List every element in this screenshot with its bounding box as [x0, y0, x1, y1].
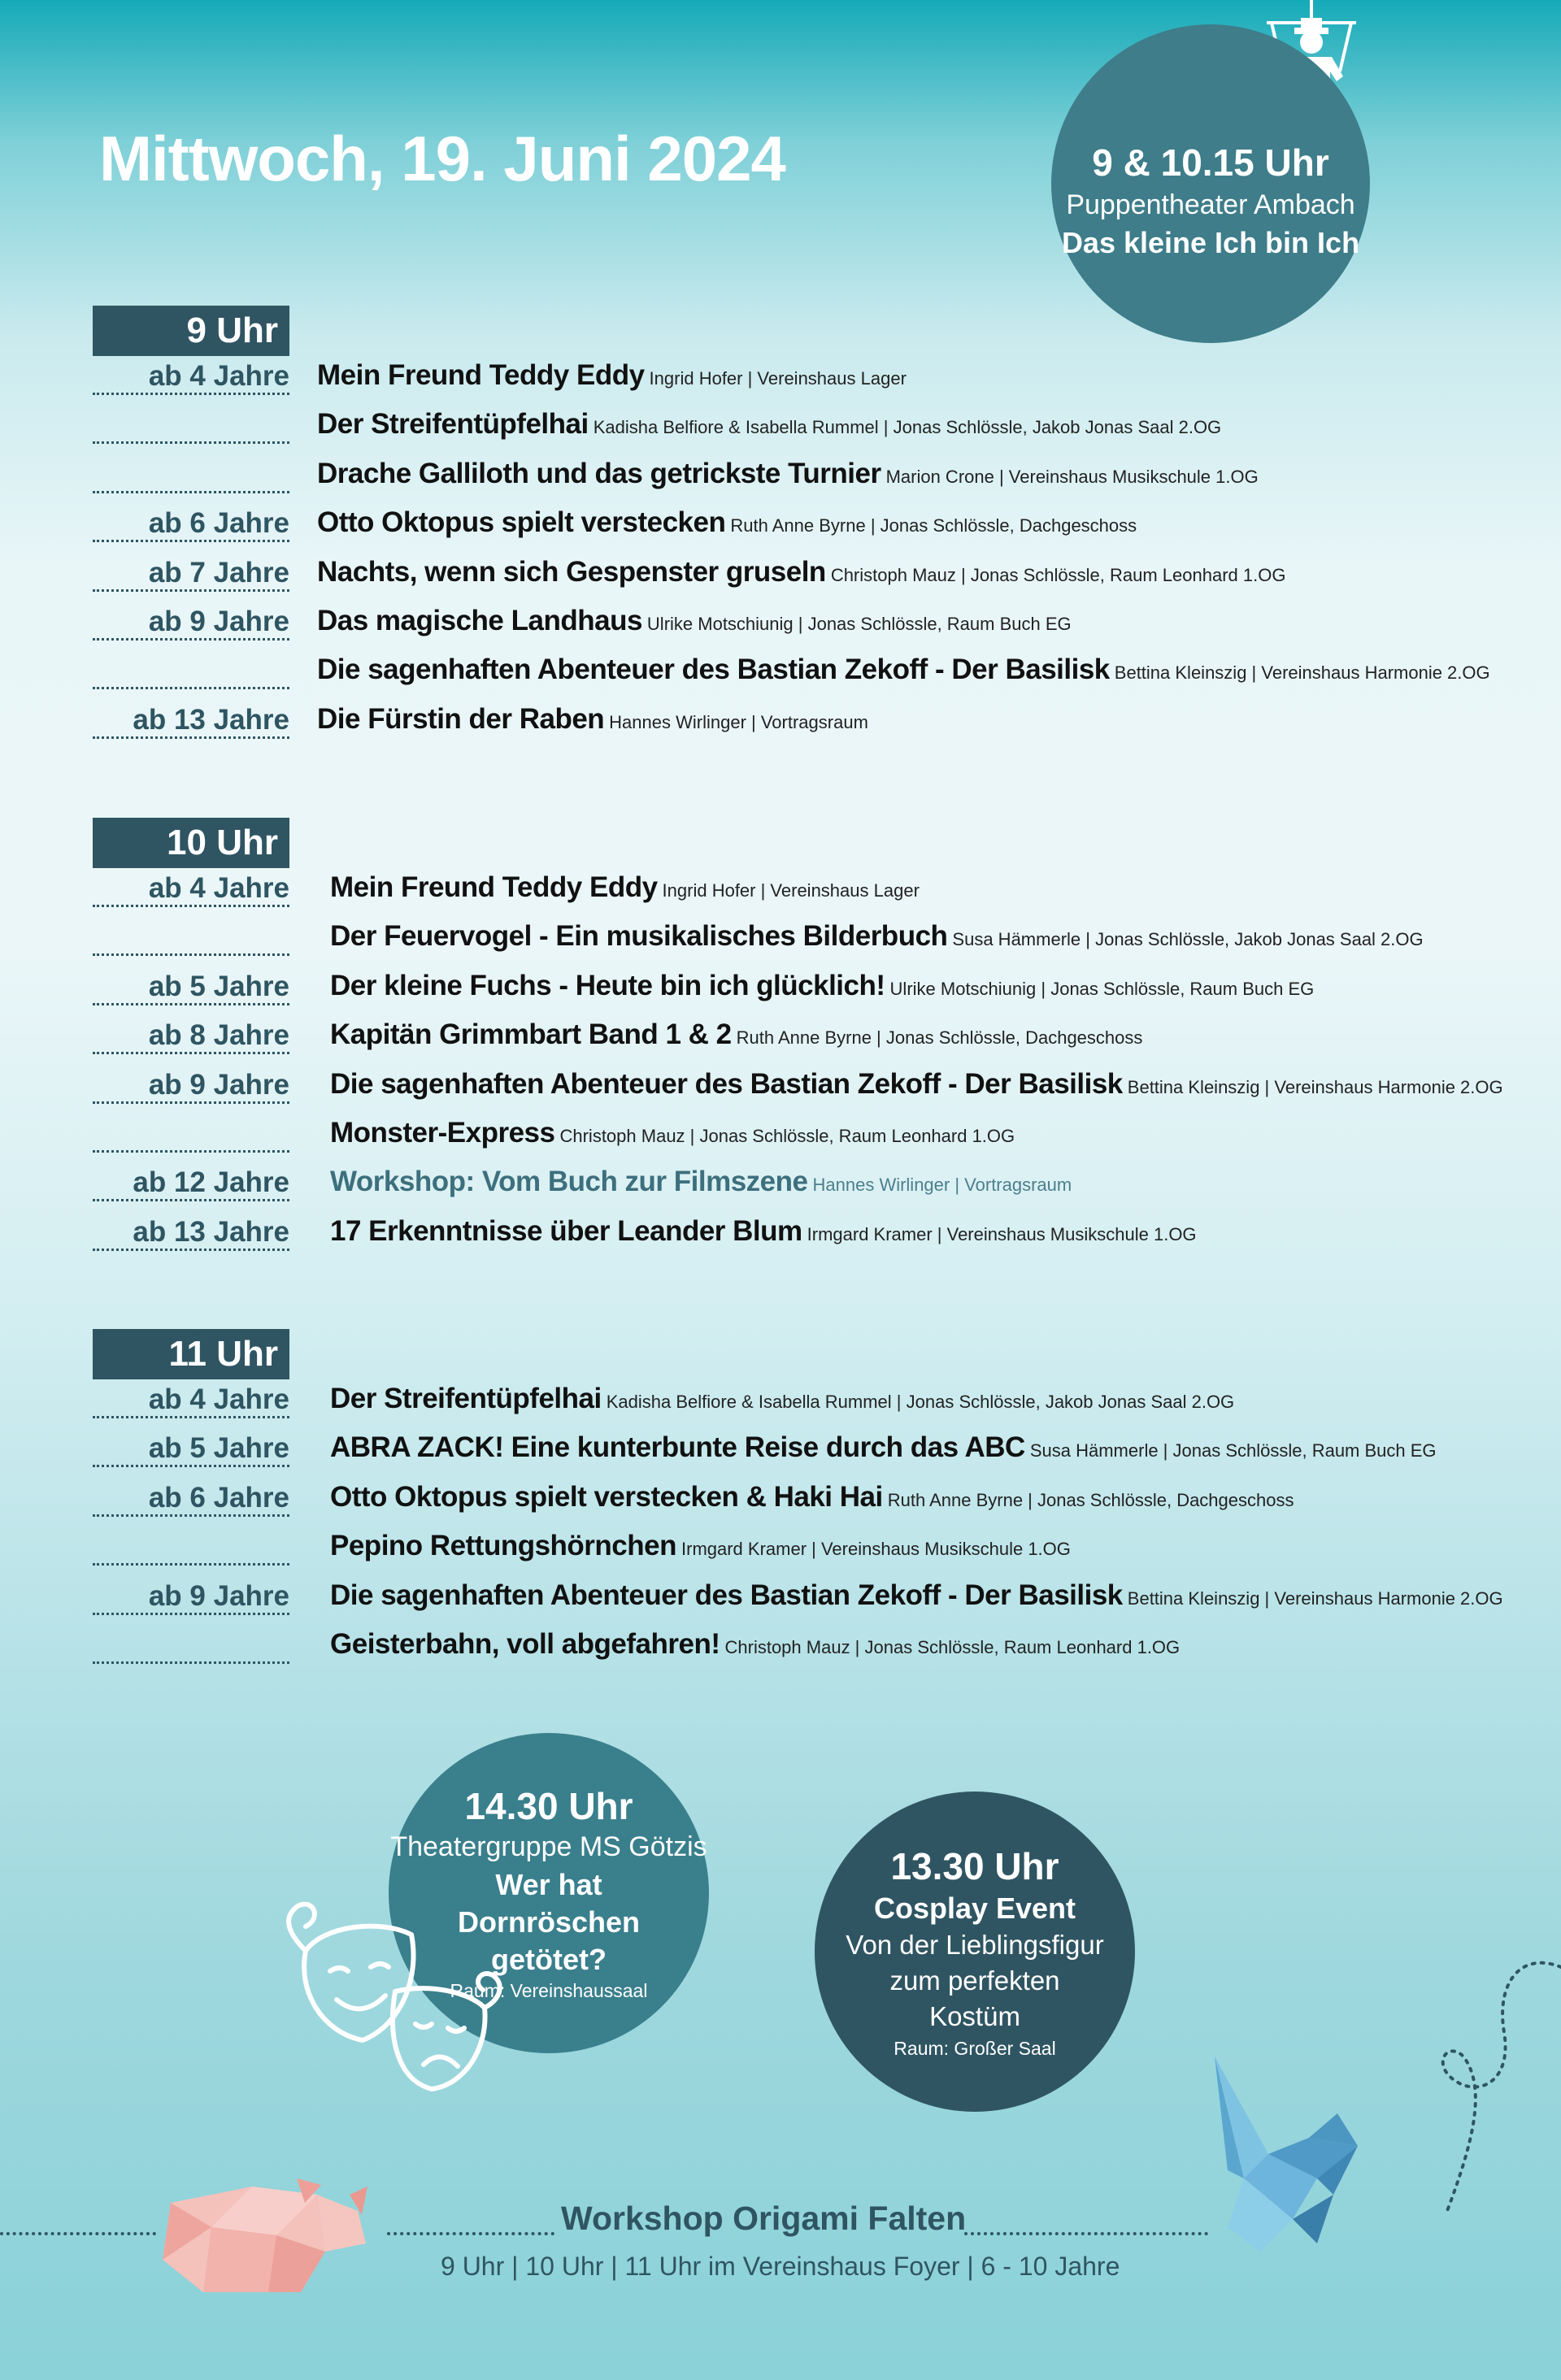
event-title: Die sagenhaften Abenteuer des Bastian Zekoff - Der Basilisk: [330, 1579, 1123, 1611]
theater-event-title: Wer hat Dornröschen getötet?: [457, 1868, 641, 1976]
schedule-row: [93, 1212, 1197, 1261]
cosplay-event-time: 13.30 Uhr: [890, 1844, 1059, 1887]
schedule-row: [93, 1114, 1015, 1162]
event-title: Kapitän Grimmbart Band 1 & 2: [330, 1018, 732, 1051]
schedule-row: [93, 1478, 1294, 1527]
event-meta: Bettina Kleinszig | Vereinshaus Harmonie 2.OG: [1114, 662, 1490, 684]
event-meta: Christoph Mauz | Jonas Schlössle, Raum Leonhard 1.OG: [724, 1636, 1181, 1657]
schedule-row: [93, 553, 1286, 602]
event-title: 17 Erkenntnisse über Leander Blum: [330, 1214, 802, 1247]
age-label: ab 9 Jahre: [93, 1070, 289, 1104]
featured-event-title: Das kleine Ich bin Ich: [1061, 225, 1360, 259]
origami-workshop-title: Workshop Origami Falten: [561, 2200, 967, 2237]
event-title: Mein Freund Teddy Eddy: [330, 871, 658, 903]
event-entry: [317, 556, 1285, 588]
age-label: ab 8 Jahre: [93, 1020, 289, 1054]
event-title: Der Streifentüpfelhai: [330, 1383, 602, 1414]
schedule-row: [93, 1527, 1071, 1575]
age-label: ab 4 Jahre: [93, 361, 289, 395]
origami-divider-mid: [387, 2232, 554, 2235]
event-entry: [317, 458, 1259, 490]
event-meta: Ruth Anne Byrne | Jonas Schlössle, Dachgeschoss: [730, 515, 1137, 536]
theater-event-room: Raum: Vereinshaussaal: [450, 1980, 648, 2001]
event-title: Otto Oktopus spielt verstecken: [317, 506, 726, 539]
event-entry: [330, 970, 1314, 1002]
age-label: ab 7 Jahre: [93, 558, 289, 592]
schedule-row: [93, 1428, 1437, 1477]
event-entry: [330, 871, 920, 904]
schedule-row: [93, 1065, 1503, 1114]
age-label: ab 4 Jahre: [93, 1384, 289, 1418]
schedule-row: [93, 1162, 1072, 1211]
age-label: ab 9 Jahre: [93, 1581, 289, 1615]
theater-event-organizer: Theatergruppe MS Götzis: [390, 1831, 707, 1862]
age-label: ab 13 Jahre: [93, 705, 289, 739]
event-meta: Christoph Mauz | Jonas Schlössle, Raum Leonhard 1.OG: [830, 564, 1286, 585]
featured-event-time: 9 & 10.15 Uhr: [1092, 141, 1329, 184]
event-title: Workshop: Vom Buch zur Filmszene: [330, 1166, 808, 1198]
schedule-row: [93, 966, 1315, 1015]
schedule-row: [93, 503, 1137, 552]
event-title: Drache Galliloth und das getrickste Turnier: [317, 457, 881, 489]
event-title: Geisterbahn, voll abgefahren!: [330, 1627, 720, 1660]
schedule-row: [93, 356, 907, 405]
origami-workshop-details: 9 Uhr | 10 Uhr | 11 Uhr im Vereinshaus Foyer | 6 - 10 Jahre: [441, 2252, 1120, 2281]
age-label: ab 5 Jahre: [93, 971, 289, 1005]
age-label: [93, 1118, 289, 1153]
event-entry: [330, 1018, 1142, 1051]
event-meta: Ingrid Hofer | Vereinshaus Lager: [649, 368, 907, 389]
event-entry: [330, 920, 1424, 953]
workshop-entry: [330, 1166, 1072, 1198]
event-entry: [330, 1579, 1503, 1612]
age-label: ab 13 Jahre: [93, 1217, 289, 1251]
cosplay-event-circle: [815, 1792, 1135, 2112]
event-title: Nachts, wenn sich Gespenster gruseln: [317, 555, 826, 588]
event-meta: Christoph Mauz | Jonas Schlössle, Raum Leonhard 1.OG: [559, 1125, 1015, 1146]
event-meta: Kadisha Belfiore & Isabella Rummel | Jonas Schlössle, Jakob Jonas Saal 2.OG: [593, 417, 1222, 438]
schedule-row: [93, 917, 1424, 966]
event-entry: [317, 359, 907, 392]
event-meta: Ruth Anne Byrne | Jonas Schlössle, Dachgeschoss: [736, 1027, 1143, 1049]
featured-event-circle: [1051, 24, 1370, 343]
age-label: ab 9 Jahre: [93, 606, 289, 641]
dotted-flight-path: [1382, 1951, 1561, 2219]
cosplay-event-description: Von der Lieblingsfigur zum perfekten Kostüm: [846, 1929, 1104, 2031]
origami-divider-left: [0, 2232, 156, 2235]
schedule-row: [93, 868, 920, 917]
event-title: Der kleine Fuchs - Heute bin ich glücklich!: [330, 969, 885, 1001]
event-meta: Ulrike Motschiunig | Jonas Schlössle, Raum Buch EG: [889, 978, 1315, 999]
event-meta: Irmgard Kramer | Vereinshaus Musikschule 1.OG: [681, 1539, 1071, 1560]
event-title: Die sagenhaften Abenteuer des Bastian Zekoff - Der Basilisk: [330, 1067, 1123, 1100]
event-entry: [317, 654, 1490, 686]
schedule-row: [93, 1015, 1143, 1064]
event-entry: [330, 1117, 1015, 1149]
cosplay-event-room: Raum: Großer Saal: [894, 2037, 1056, 2059]
section-time-header: 9 Uhr: [93, 306, 289, 356]
event-entry: [330, 1215, 1197, 1248]
event-meta: Ruth Anne Byrne | Jonas Schlössle, Dachgeschoss: [887, 1489, 1294, 1510]
age-label: [93, 1630, 289, 1664]
age-label: ab 4 Jahre: [93, 873, 289, 907]
section-time-header: 11 Uhr: [93, 1329, 289, 1379]
featured-event-organizer: Puppentheater Ambach: [1066, 189, 1355, 220]
schedule-section-9: [93, 306, 1490, 749]
event-meta: Kadisha Belfiore & Isabella Rummel | Jonas Schlössle, Jakob Jonas Saal 2.OG: [606, 1392, 1235, 1412]
event-meta: Susa Hämmerle | Jonas Schlössle, Raum Buch EG: [1029, 1440, 1437, 1461]
theater-masks-icon: [273, 1894, 509, 2097]
event-entry: [330, 1383, 1234, 1415]
age-label: [93, 410, 289, 444]
schedule-section-10: [93, 818, 1503, 1261]
event-entry: [330, 1431, 1437, 1464]
page-title: Mittwoch, 19. Juni 2024: [99, 123, 785, 194]
event-meta: Marion Crone | Vereinshaus Musikschule 1.OG: [885, 466, 1259, 487]
event-title: Monster-Express: [330, 1116, 555, 1149]
schedule-row: [93, 602, 1072, 650]
age-label: [93, 459, 289, 493]
age-label: [93, 922, 289, 956]
schedule-row: [93, 405, 1222, 454]
schedule-row: [93, 1576, 1503, 1625]
event-entry: [330, 1481, 1294, 1514]
event-title: Der Feuervogel - Ein musikalisches Bilderbuch: [330, 920, 948, 953]
event-meta: Hannes Wirlinger | Vortragsraum: [609, 711, 868, 732]
schedule-row: [93, 650, 1490, 699]
event-entry: [317, 605, 1072, 637]
event-title: Mein Freund Teddy Eddy: [317, 359, 645, 391]
schedule-row: [93, 700, 868, 749]
event-title: Der Streifentüpfelhai: [317, 408, 589, 441]
event-title: ABRA ZACK! Eine kunterbunte Reise durch das ABC: [330, 1431, 1025, 1464]
origami-bird-icon: [1195, 2056, 1374, 2252]
cosplay-event-title: Cosplay Event: [873, 1891, 1076, 1925]
event-title: Die Fürstin der Raben: [317, 702, 605, 735]
event-title: Otto Oktopus spielt verstecken & Haki Hai: [330, 1480, 883, 1513]
event-entry: [317, 506, 1137, 539]
event-meta: Bettina Kleinszig | Vereinshaus Harmonie 2.OG: [1127, 1076, 1503, 1097]
age-label: [93, 655, 289, 689]
age-label: ab 5 Jahre: [93, 1433, 289, 1467]
schedule-section-11: [93, 1329, 1503, 1674]
event-meta: Hannes Wirlinger | Vortragsraum: [812, 1175, 1072, 1196]
event-meta: Irmgard Kramer | Vereinshaus Musikschule 1.OG: [807, 1223, 1197, 1244]
origami-pig-icon: [154, 2178, 374, 2300]
schedule-row: [93, 1379, 1235, 1428]
event-entry: [330, 1628, 1180, 1661]
event-title: Pepino Rettungshörnchen: [330, 1530, 676, 1562]
event-entry: [330, 1068, 1503, 1101]
event-entry: [330, 1530, 1071, 1562]
schedule-row: [93, 1625, 1181, 1674]
age-label: [93, 1531, 289, 1566]
event-meta: Ingrid Hofer | Vereinshaus Lager: [662, 880, 920, 901]
event-entry: [317, 703, 868, 736]
age-label: ab 12 Jahre: [93, 1167, 289, 1201]
origami-divider-right: [964, 2232, 1208, 2235]
age-label: ab 6 Jahre: [93, 508, 289, 542]
event-title: Die sagenhaften Abenteuer des Bastian Zekoff - Der Basilisk: [317, 654, 1110, 686]
event-meta: Ulrike Motschiunig | Jonas Schlössle, Raum Buch EG: [646, 613, 1072, 634]
age-label: ab 6 Jahre: [93, 1483, 289, 1517]
event-meta: Bettina Kleinszig | Vereinshaus Harmonie 2.OG: [1127, 1587, 1503, 1609]
event-meta: Susa Hämmerle | Jonas Schlössle, Jakob Jonas Saal 2.OG: [952, 929, 1424, 950]
event-title: Das magische Landhaus: [317, 604, 642, 636]
schedule-row: [93, 454, 1259, 503]
event-entry: [317, 408, 1221, 441]
section-time-header: 10 Uhr: [93, 818, 289, 868]
theater-event-time: 14.30 Uhr: [464, 1785, 633, 1827]
